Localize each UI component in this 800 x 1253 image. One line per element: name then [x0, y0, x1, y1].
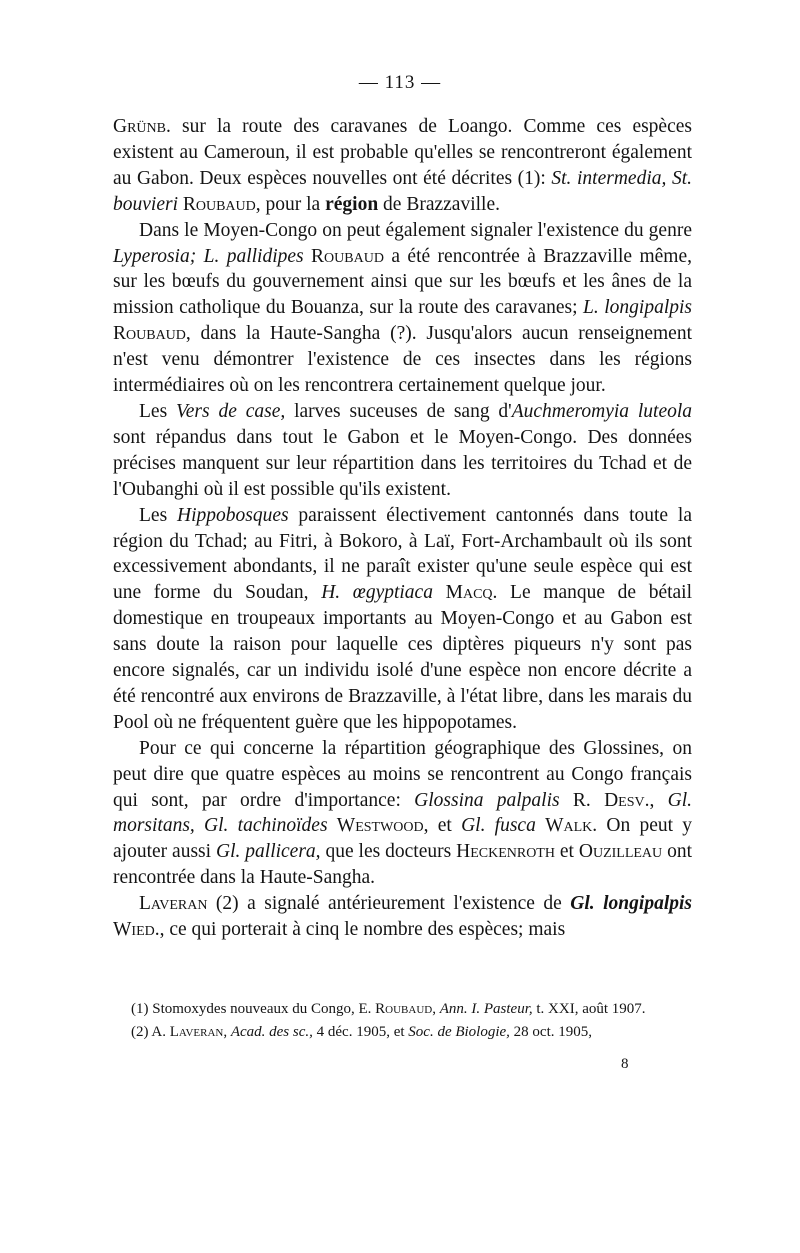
text-run: Les	[139, 504, 177, 526]
text-run: sont répandus dans tout le Gabon et le Moyen-Congo. Des données précises manquent sur leur répartition dans les territoires du Tchad et de l'Oubanghi où il est possible qu'ils existent.	[113, 426, 692, 500]
text-run: Roubaud	[311, 245, 384, 267]
text-run: Laveran	[139, 893, 208, 915]
paragraph-3	[113, 399, 692, 503]
text-run: Desv.,	[604, 789, 655, 811]
text-run: ont rencontrée dans la Haute-Sangha.	[113, 841, 693, 889]
text-run: Gl. pallicera,	[215, 841, 321, 863]
footnote-2	[113, 1021, 692, 1044]
text-run: St. intermedia, St. bouvieri	[113, 167, 692, 215]
text-run: Heckenroth	[456, 841, 555, 863]
main-text	[113, 114, 692, 943]
text-run: Acad. des sc.,	[230, 1024, 313, 1040]
text-run: ce qui porterait à cinq le nombre des espèces; mais	[164, 919, 566, 941]
text-run: Walk.	[545, 815, 598, 837]
text-run	[328, 815, 337, 836]
paragraph-4	[113, 503, 692, 736]
text-run: Macq.	[445, 582, 498, 604]
text-run: Les	[139, 400, 177, 422]
text-run: de Brazzaville.	[378, 193, 500, 215]
text-run: dans la Haute-Sangha (?). Jusqu'alors aucun renseignement n'est venu démontrer l'existence de ces insectes dans les régions intermédiaires où on les rencontrera certainement quelque jour.	[113, 323, 692, 397]
text-run: 4 déc. 1905, et	[312, 1024, 409, 1040]
footnote-1	[113, 998, 692, 1021]
footnotes	[113, 998, 692, 1044]
signature-mark: 8	[621, 1056, 629, 1072]
text-run: H. œgyptiaca	[321, 582, 433, 604]
text-run: Soc. de Biologie,	[408, 1024, 510, 1040]
text-run: région	[325, 193, 379, 215]
text-run: sur la route des caravanes de Loango. Comme ces espèces existent au Cameroun, il est probable qu'elles se rencontreront également au Gabon. Deux espèces nouvelles ont été décrites (1):	[113, 116, 692, 189]
text-run: Roubaud,	[182, 193, 261, 215]
text-run: paraissent électivement cantonnés dans toute la région du Tchad; au Fitri, à Bokoro, à Laï, Fort-Archambault où ils sont excessivement abondants, il ne paraît exister qu'une seule espèce qui est une forme du Soudan,	[113, 504, 692, 604]
text-run: 28 oct. 1905,	[509, 1024, 592, 1040]
paragraph-5	[113, 736, 692, 891]
text-run: L. longipalpis	[583, 297, 692, 319]
text-run: Gl. fusca	[461, 815, 536, 837]
text-run: Roubaud,	[113, 323, 191, 345]
paragraph-2	[113, 218, 692, 399]
text-run: Laveran,	[169, 1024, 228, 1040]
text-run: Gl. longipalpis	[570, 893, 692, 915]
text-run: Grünb.	[113, 116, 171, 137]
text-run: Roubaud,	[375, 1001, 436, 1017]
text-run: Hippobosques	[177, 504, 289, 526]
text-run: Vers de case,	[176, 400, 286, 422]
text-run: Lyperosia; L. pallidipes	[113, 245, 304, 267]
text-run: Westwood,	[336, 815, 429, 837]
text-run	[536, 815, 545, 836]
text-run: Ann. I. Pasteur,	[439, 1001, 533, 1017]
text-run: Wied.,	[113, 919, 165, 941]
text-run: (2) A.	[131, 1024, 170, 1040]
paragraph-6	[113, 891, 692, 943]
text-run: Le manque de bétail domestique en troupeaux importants au Moyen-Congo et au Gabon est sans doute la raison pour laquelle ces diptères piqueurs n'y sont pas encore signalés, car un individu isolé d'une espèce non encore décrite a été rencontré aux environs de Brazzaville, à l'état libre, dans les marais du Pool où ne fréquentent guère que les hippopotames.	[113, 582, 693, 733]
text-run: a été rencontrée à Brazzaville même, sur les bœufs du gouvernement ainsi que sur les bœufs et les ânes de la mission catholique du Bouanza, sur la route des caravanes;	[113, 245, 692, 319]
text-run: t. XXI, août 1907.	[532, 1001, 646, 1017]
text-run: (1) Stomoxydes nouveaux du Congo, E.	[131, 1001, 376, 1017]
text-run: et	[428, 815, 462, 837]
text-run	[433, 582, 446, 603]
text-run: (2) a signalé antérieurement l'existence de	[207, 893, 571, 915]
text-run: Glossina palpalis	[414, 789, 560, 811]
text-run: pour la	[260, 193, 326, 215]
text-run	[304, 246, 311, 267]
text-run: R.	[559, 789, 605, 811]
text-run: et	[554, 841, 579, 863]
text-run: Pour ce qui concerne la répartition géographique des Glossines, on peut dire que quatre espèces au moins se rencontrent au Congo français qui sont, par ordre d'importance:	[113, 737, 692, 811]
text-run: Dans le Moyen-Congo on peut également signaler l'existence du genre	[139, 219, 692, 241]
paragraph-1	[113, 114, 692, 218]
text-run: Auchmeromyia luteola	[511, 400, 693, 422]
text-run	[654, 790, 667, 811]
text-run: Ouzilleau	[578, 841, 663, 863]
text-run: que les docteurs	[320, 841, 457, 863]
text-run: larves suceuses de sang d'	[285, 400, 512, 422]
page-number: — 113 —	[358, 72, 442, 93]
text-run: Gl. morsitans, Gl. tachinoïdes	[113, 789, 692, 837]
text-run: On peut y ajouter aussi	[113, 815, 692, 863]
